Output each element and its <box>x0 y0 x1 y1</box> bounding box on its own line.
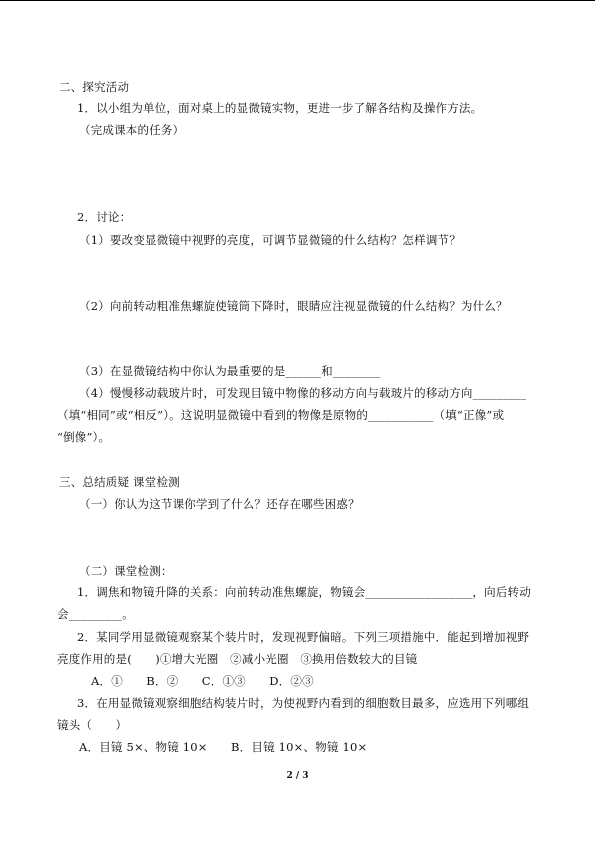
quiz-question-1-line1: 1．调焦和物镜升降的关系：向前转动准焦螺旋，物镜会__________________，向后转动 <box>77 585 531 599</box>
discussion-question-4-line1: （4）慢慢移动载玻片时，可发现目镜中物像的移动方向与载玻片的移动方向_________ <box>79 386 527 400</box>
discussion-question-4-line2: （填“相同”或“相反”）。这说明显微镜中看到的物像是原物的___________（填“正像”或 <box>57 408 505 422</box>
quiz-question-1-line2: 会_________。 <box>57 607 134 621</box>
section3-title: 三、总结质疑 课堂检测 <box>59 475 180 489</box>
quiz-question-2-line1: 2．某同学用显微镜观察某个装片时，发现视野偏暗。下列三项措施中．能起到增加视野 <box>77 630 530 644</box>
section2-title: 二、探究活动 <box>59 80 130 94</box>
quiz-question-3-line1: 3．在用显微镜观察细胞结构装片时，为使视野内看到的细胞数目最多，应选用下列哪组 <box>77 696 530 710</box>
activity-item-1-note: （完成课本的任务） <box>79 123 185 137</box>
quiz-question-2-line2: 亮度作用的是( )①增大光圈 ②减小光圈 ③换用倍数较大的目镜 <box>57 652 418 666</box>
quiz-question-3-line2: 镜头（ ） <box>57 718 128 732</box>
page-top-border <box>0 0 595 1</box>
discussion-question-1: （1）要改变显微镜中视野的亮度，可调节显微镜的什么结构？怎样调节？ <box>79 233 461 247</box>
discussion-heading: 2．讨论： <box>77 210 132 224</box>
page-number: 2 / 3 <box>286 771 309 781</box>
discussion-question-4-line3: “倒像”）。 <box>57 430 111 444</box>
reflection-question: （一）你认为这节课你学到了什么？还存在哪些困惑？ <box>79 497 360 511</box>
quiz-question-2-options: A．① B．② C．①③ D．②③ <box>91 674 314 688</box>
quiz-question-3-options: A．目镜 5×、物镜 10× B．目镜 10×、物镜 10× <box>79 740 368 754</box>
discussion-question-2: （2）向前转动粗准焦螺旋使镜筒下降时，眼睛应注视显微镜的什么结构？为什么？ <box>79 299 508 313</box>
quiz-heading: （二）课堂检测： <box>79 564 173 578</box>
discussion-question-3: （3）在显微镜结构中你认为最重要的是______和________ <box>79 364 381 378</box>
activity-item-1: 1．以小组为单位，面对桌上的显微镜实物，更进一步了解各结构及操作方法。 <box>77 101 483 115</box>
